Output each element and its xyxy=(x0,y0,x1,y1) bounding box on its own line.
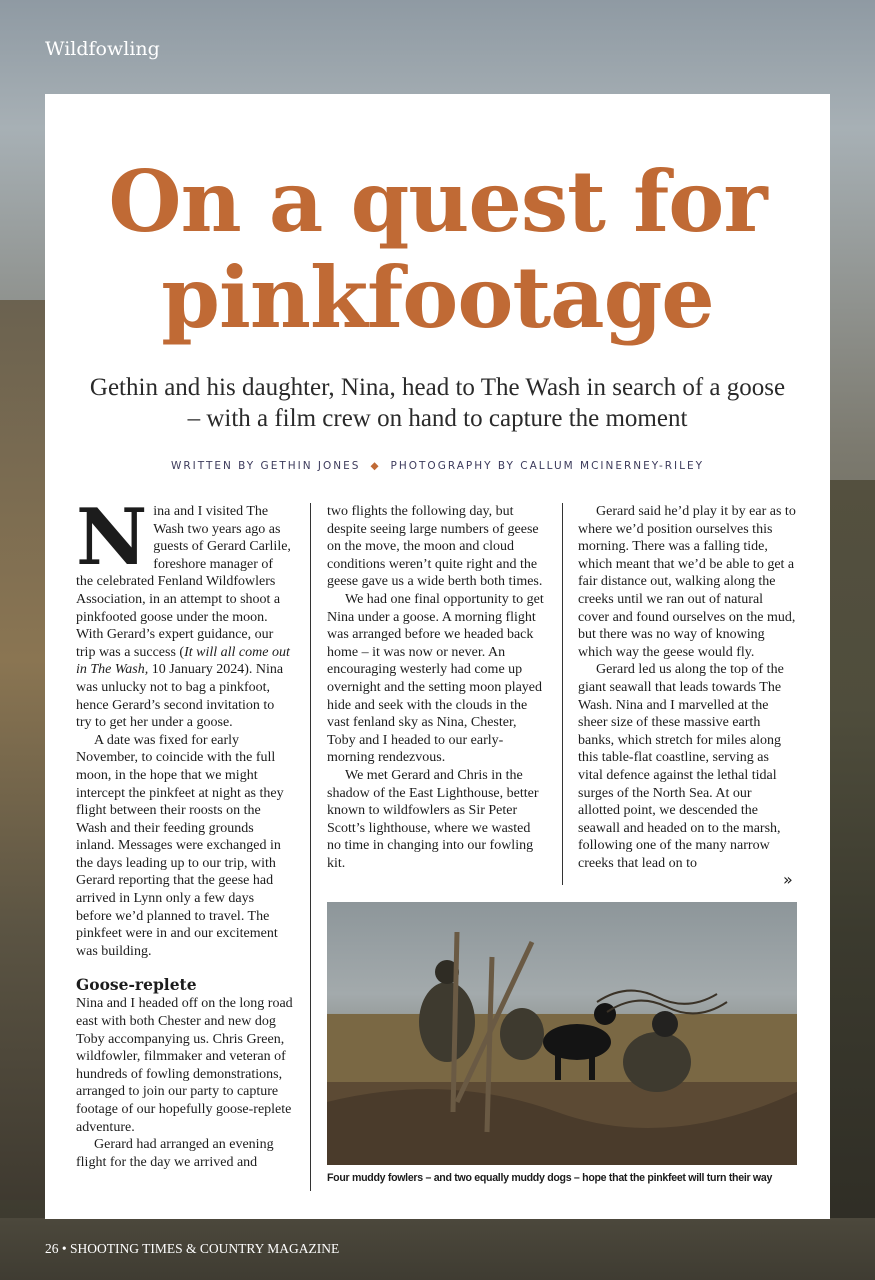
article-reference: It will all come out in The Wash, xyxy=(76,644,290,678)
article-column-3 xyxy=(578,503,796,872)
headline: On a quest for pinkfootage xyxy=(108,152,767,347)
byline-separator-icon: ◆ xyxy=(370,460,381,472)
byline-writer: WRITTEN BY GETHIN JONES xyxy=(170,460,361,472)
article-column-1 xyxy=(76,492,293,1171)
section-label: Wildfowling xyxy=(45,38,160,60)
byline xyxy=(45,460,830,472)
paragraph: Gerard led us along the top of the giant seawall that leads towards The Wash. Nina and I marvelled at the sheer size of these massive earth banks, which stretch for miles along this table-flat coastline, serving as vital defence against the lethal tidal surges of the North Sea. At our allotted point, we descended the seawall and headed on to the marsh, following one of the many narrow creeks that lead on to xyxy=(578,662,784,871)
paragraph xyxy=(76,492,293,732)
article-panel xyxy=(45,94,830,1219)
continue-arrow-icon: » xyxy=(783,870,793,889)
standfirst: Gethin and his daughter, Nina, head to The Wash in search of a goose – with a film crew on hand to capture the moment xyxy=(89,374,786,432)
paragraph: We met Gerard and Chris in the shadow of the East Lighthouse, better known to wildfowlers as Sir Peter Scott’s lighthouse, where we wasted no time in changing into our fowling kit. xyxy=(327,767,539,871)
column-divider xyxy=(562,503,563,885)
byline-photographer: PHOTOGRAPHY BY CALLUM MCINERNEY-RILEY xyxy=(390,460,705,472)
background-figure-right xyxy=(829,480,875,1240)
photo-scene xyxy=(327,902,797,1165)
paragraph: Gerard had arranged an evening flight for the day we arrived and xyxy=(76,1137,274,1170)
article-column-2 xyxy=(327,503,545,872)
paragraph: Nina and I headed off on the long road east with both Chester and new dog Toby accompanying us. Chris Green, wildfowler, filmmaker and veteran of hundreds of fowling demonstrations, arranged to join our party to capture footage of our hopefully goose-replete adventure. xyxy=(76,996,293,1135)
camouflage-netting xyxy=(597,991,727,1014)
column-divider xyxy=(310,503,311,1191)
drop-cap: N xyxy=(76,492,148,583)
paragraph-text: ina and I visited The Wash two years ago as guests of Gerard Carlile, foreshore manager of the celebrated Fenland Wildfowlers Association, in an attempt to shoot a pinkfooted goose under the moon. With Gerard’s expert guidance, our trip was a success ( xyxy=(76,504,291,660)
photo-caption: Four muddy fowlers – and two equally muddy dogs – hope that the pinkfeet will turn their way xyxy=(327,1172,773,1184)
paragraph: two flights the following day, but despite seeing large numbers of geese on the move, the moon and cloud conditions weren’t quite right and the geese gave us a wide berth both times. xyxy=(327,504,543,590)
paragraph: A date was fixed for early November, to coincide with the full moon, in the hope that we might intercept the pinkfeet at night as they flight between their roosts on the Wash and their feeding grounds inland. Messages were exchanged in the days leading up to our trip, with Gerard reporting that the geese had arrived in Lynn only a few days before we’d planned to travel. The pinkfeet were in and our excitement was building. xyxy=(76,732,284,959)
article-photo xyxy=(327,902,797,1165)
paragraph-text: 10 January 2024). Nina was unlucky not to bag a pinkfoot, hence Gerard’s second invitation to try to get her under a goose. xyxy=(76,662,284,731)
paragraph: We had one final opportunity to get Nina under a goose. A morning flight was arranged before we headed back home – it was now or never. An encouraging westerly had come up overnight and the setting moon played hide and seek with the clouds in the vast fenland sky as Nina, Chester, Toby and I headed to our early-morning rendezvous. xyxy=(327,591,544,766)
paragraph: Gerard said he’d play it by ear as to where we’d position ourselves this morning. There was a falling tide, which meant that we’d be able to get a fair distance out, walking along the creeks until we ran out of natural cover and found ourselves on the mud, but there was no way of knowing which way the geese would fly. xyxy=(578,504,796,660)
page-footer: 26 • SHOOTING TIMES & COUNTRY MAGAZINE xyxy=(45,1241,340,1256)
subheading: Goose-replete xyxy=(76,975,197,995)
